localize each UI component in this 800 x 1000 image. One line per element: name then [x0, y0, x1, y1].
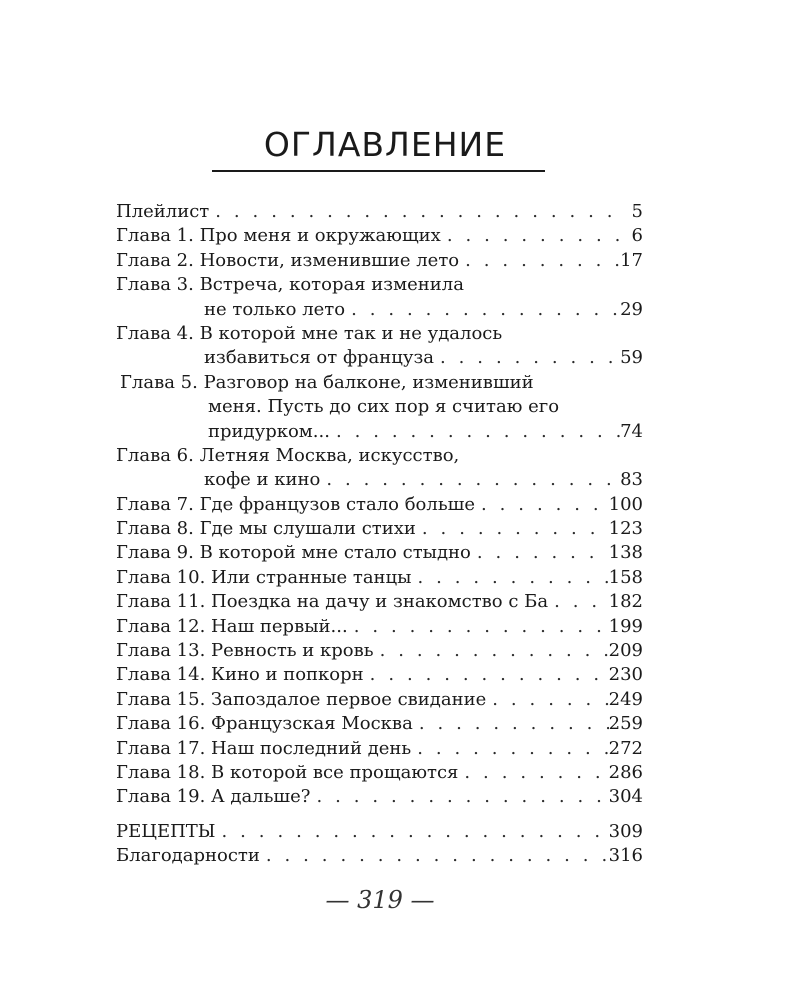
toc-line-continuation [116, 420, 643, 444]
toc-entry[interactable] [116, 249, 643, 273]
dot-leader [411, 566, 608, 590]
toc-entry-title-continued: меня. Пусть до сих пор я считаю его [208, 396, 560, 418]
dot-leader [348, 615, 609, 639]
toc-entry-title: Глава 12. Наш первый... [116, 615, 348, 637]
dot-leader [486, 688, 608, 712]
dot-leader [475, 493, 609, 517]
toc-line [116, 224, 643, 248]
toc-entry-page: 309 [608, 820, 643, 842]
toc-entry[interactable] [116, 273, 643, 322]
toc-entry-page: 158 [608, 566, 643, 588]
toc-entry-page: 199 [608, 615, 643, 637]
toc-entry-page: 6 [631, 225, 643, 247]
toc-entry-title-continued: избавиться от француза [204, 347, 435, 369]
toc-entry-title: Глава 9. В которой мне стало стыдно [116, 542, 471, 564]
dot-leader [459, 249, 620, 273]
toc-entry-page: 249 [608, 688, 643, 710]
toc-entry-title: Глава 19. А дальше? [116, 786, 311, 808]
toc-entry[interactable] [116, 785, 643, 809]
dot-leader [441, 224, 623, 248]
toc-entry-page: 83 [620, 469, 643, 491]
toc-entry-page: 316 [608, 845, 643, 867]
toc-line [116, 444, 643, 468]
toc-line [116, 737, 643, 761]
toc-entry[interactable] [116, 444, 643, 493]
toc-entry[interactable] [116, 517, 643, 541]
toc-entry-page: 123 [608, 518, 643, 540]
toc-line [116, 273, 643, 297]
toc-entry[interactable] [116, 200, 643, 224]
toc-entry-title: Глава 18. В которой все прощаются [116, 761, 459, 783]
toc-entry-title: Глава 1. Про меня и окружающих [116, 225, 441, 247]
toc-line [116, 663, 643, 687]
toc-entry[interactable] [116, 224, 643, 248]
toc-line [116, 200, 643, 224]
dot-leader [260, 844, 609, 868]
toc-entry[interactable] [116, 590, 643, 614]
toc-entry-title-continued: кофе и кино [204, 469, 321, 491]
toc-entry-title: Глава 17. Наш последний день [116, 737, 412, 759]
toc-entry[interactable] [116, 820, 643, 844]
toc-line [116, 712, 643, 736]
toc-line [116, 761, 643, 785]
toc-line-continuation [116, 346, 643, 370]
page-number: — 319 — [325, 886, 435, 914]
toc-entry-title: Глава 3. Встреча, которая изменила [116, 274, 464, 296]
toc-entry-title: Глава 2. Новости, изменившие лето [116, 249, 460, 271]
toc-entry-title: Глава 6. Летняя Москва, искусство, [116, 444, 460, 466]
dot-leader [413, 712, 609, 736]
toc-line [116, 517, 643, 541]
toc-line-continuation [116, 298, 643, 322]
toc-entry[interactable] [116, 615, 643, 639]
toc-entry[interactable] [116, 712, 643, 736]
toc-entry-title-continued: не только лето [204, 298, 346, 320]
dot-leader [310, 785, 608, 809]
toc-entry[interactable] [116, 761, 643, 785]
dot-leader [374, 639, 609, 663]
toc-entry-title: Глава 5. Разговор на балконе, изменивший [120, 371, 534, 393]
toc-line [116, 371, 643, 395]
toc-line [116, 688, 643, 712]
toc-line [116, 820, 643, 844]
toc-entry-page: 29 [620, 298, 643, 320]
toc-entry[interactable] [116, 493, 643, 517]
dot-leader [411, 737, 608, 761]
toc-entry[interactable] [116, 639, 643, 663]
toc-entry-page: 304 [608, 786, 643, 808]
toc-line [116, 785, 643, 809]
dot-leader [209, 200, 623, 224]
toc-entry-title: Глава 10. Или странные танцы [116, 566, 412, 588]
toc-entry-page: 74 [620, 420, 643, 442]
toc-entry-title: Глава 14. Кино и попкорн [116, 664, 364, 686]
toc-entry-title: Глава 13. Ревность и кровь [116, 640, 374, 662]
dot-leader [345, 298, 620, 322]
toc-entry-title: Глава 15. Запоздалое первое свидание [116, 688, 487, 710]
toc-entry-page: 59 [620, 347, 643, 369]
toc-entry[interactable] [116, 322, 643, 371]
toc-entry-page: 182 [608, 591, 643, 613]
title-underline [212, 170, 545, 172]
toc-entry-title: Глава 8. Где мы слушали стихи [116, 518, 416, 540]
dot-leader [330, 420, 620, 444]
toc-line-continuation [116, 395, 643, 419]
toc-entry-title: Глава 16. Французская Москва [116, 713, 413, 735]
toc-entry[interactable] [116, 566, 643, 590]
toc-entry-page: 230 [608, 664, 643, 686]
toc-entry-page: 259 [608, 713, 643, 735]
dot-leader [458, 761, 608, 785]
toc-line [116, 639, 643, 663]
dot-leader [320, 468, 620, 492]
dot-leader [416, 517, 609, 541]
dot-leader [364, 663, 609, 687]
toc-entry-title-continued: придурком... [208, 420, 330, 442]
toc-entry-title: РЕЦЕПТЫ [116, 820, 216, 842]
toc-entry-title: Глава 11. Поездка на дачу и знакомство с Ба [116, 591, 549, 613]
toc-line [116, 844, 643, 868]
toc-entry[interactable] [116, 541, 643, 565]
toc-entry-title: Глава 4. В которой мне так и не удалось [116, 322, 503, 344]
toc-entry-title: Благодарности [116, 845, 260, 867]
toc-line [116, 249, 643, 273]
toc-entry[interactable] [116, 844, 643, 868]
toc-entry-page: 100 [608, 493, 643, 515]
toc-entry-title: Плейлист [116, 201, 210, 222]
page-title: ОГЛАВЛЕНИЕ [263, 125, 507, 164]
dot-leader [548, 590, 609, 614]
dot-leader [216, 820, 609, 844]
dot-leader [471, 541, 609, 565]
toc-entry-page: 17 [620, 249, 643, 271]
toc-entry-page: 272 [608, 737, 643, 759]
toc-line [116, 590, 643, 614]
toc-entry-title: Глава 7. Где французов стало больше [116, 493, 476, 515]
section-gap [116, 810, 643, 820]
toc-line-continuation [116, 468, 643, 492]
dot-leader [434, 346, 620, 370]
toc-line [116, 541, 643, 565]
toc-line [116, 493, 643, 517]
toc-line [116, 615, 643, 639]
toc-entry[interactable] [116, 663, 643, 687]
toc-line [116, 322, 643, 346]
toc-entry[interactable] [116, 371, 643, 444]
toc-entry[interactable] [116, 688, 643, 712]
toc-entry-page: 5 [631, 201, 643, 222]
toc-entry-page: 209 [608, 640, 643, 662]
toc-entry-page: 286 [608, 761, 643, 783]
toc-line [116, 566, 643, 590]
table-of-contents [116, 200, 643, 869]
toc-entry-page: 138 [608, 542, 643, 564]
toc-entry[interactable] [116, 737, 643, 761]
